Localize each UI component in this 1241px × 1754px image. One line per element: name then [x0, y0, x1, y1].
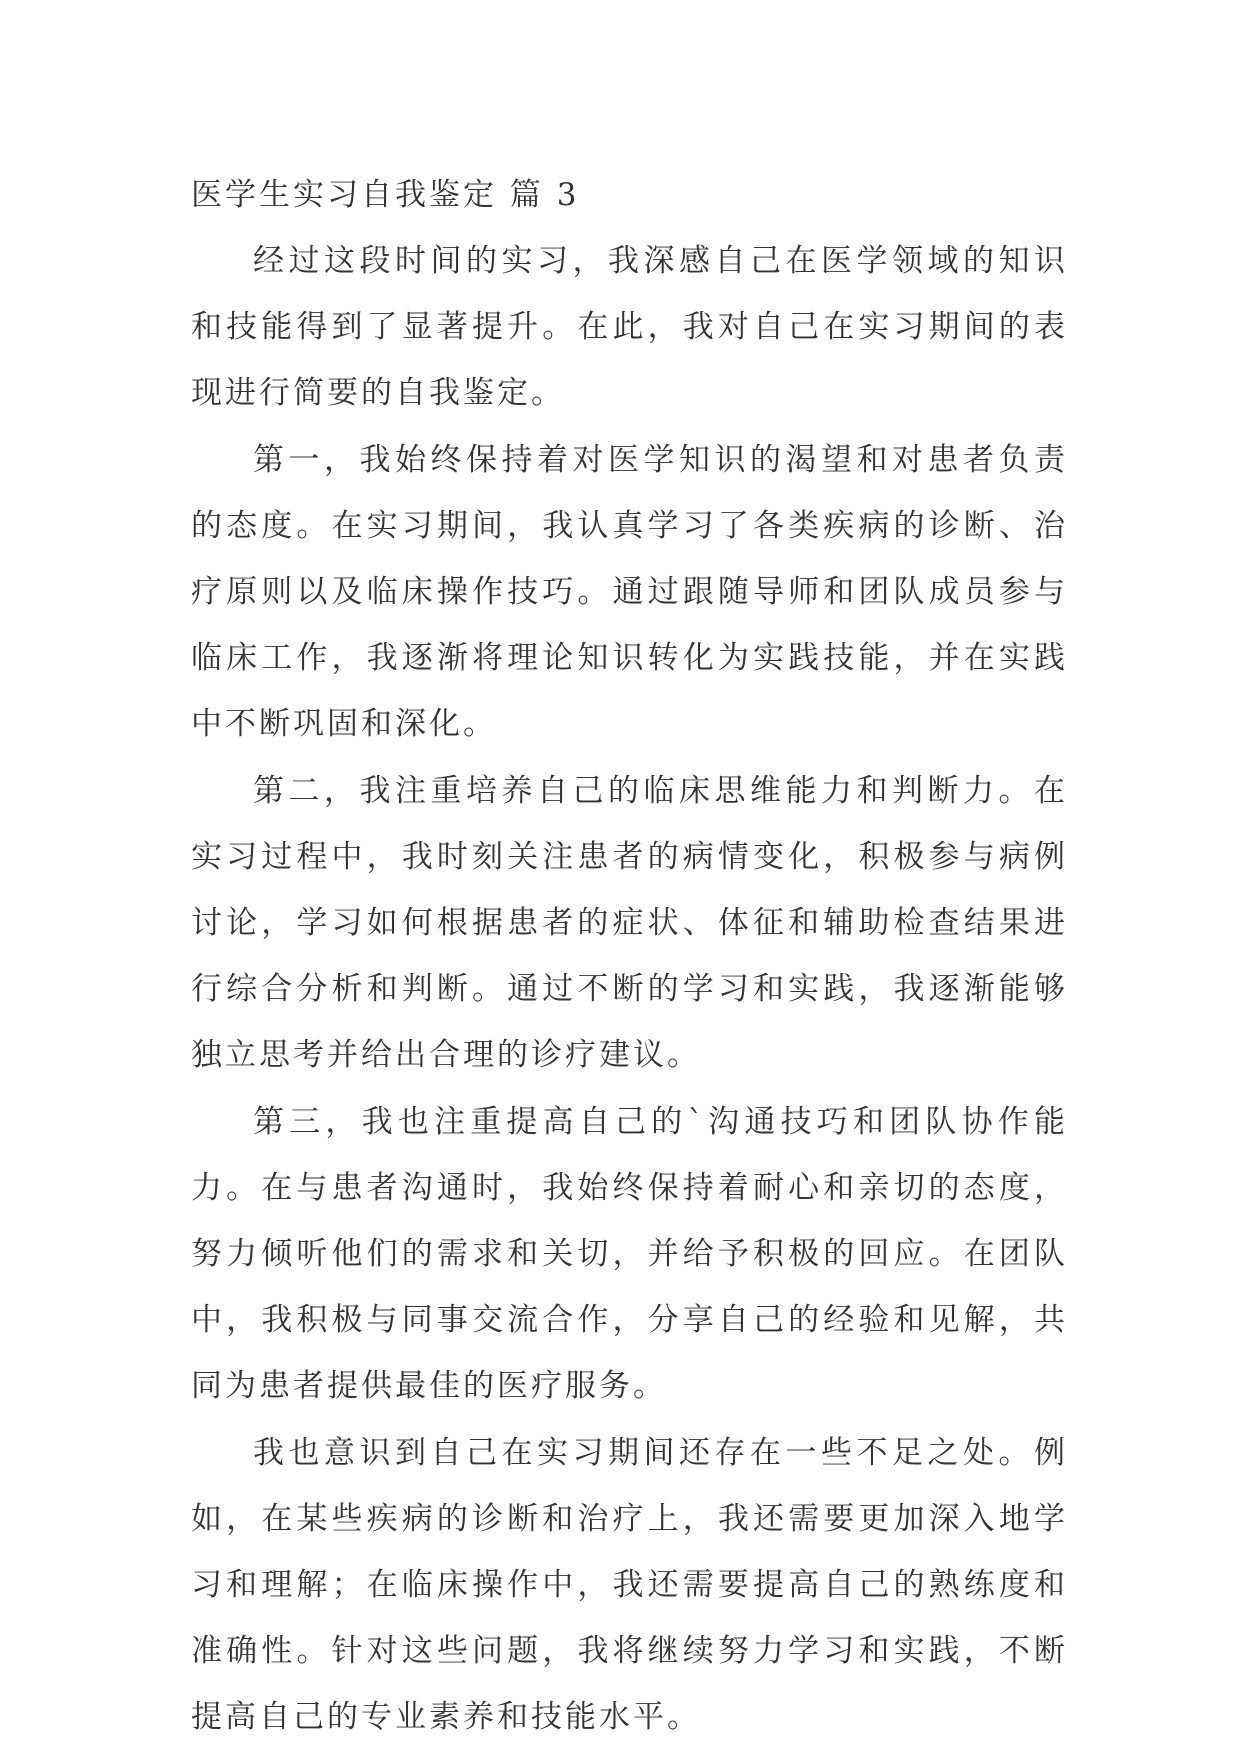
paragraph-second-point: 第二，我注重培养自己的临床思维能力和判断力。在实习过程中，我时刻关注患者的病情变化，积极参与病例讨论，学习如何根据患者的症状、体征和辅助检查结果进行综合分析和判断。通过不断的学习和实践，我逐渐能够独立思考并给出合理的诊疗建议。 [191, 772, 1068, 1074]
paragraph-first-point: 第一，我始终保持着对医学知识的渴望和对患者负责的态度。在实习期间，我认真学习了各类疾病的诊断、治疗原则以及临床操作技巧。通过跟随导师和团队成员参与临床工作，我逐渐将理论知识转化为实践技能，并在实践中不断巩固和深化。 [191, 441, 1068, 743]
document-title: 医学生实习自我鉴定 篇 3 [191, 177, 580, 213]
paragraph-shortcomings: 我也意识到自己在实习期间还存在一些不足之处。例如，在某些疾病的诊断和治疗上，我还需要更加深入地学习和理解；在临床操作中，我还需要提高自己的熟练度和准确性。针对这些问题，我将继续努力学习和实践，不断提高自己的专业素养和技能水平。 [191, 1434, 1068, 1736]
paragraph-intro: 经过这段时间的实习，我深感自己在医学领域的知识和技能得到了显著提升。在此，我对自己在实习期间的表现进行简要的自我鉴定。 [191, 243, 1068, 412]
document-body [191, 162, 1068, 1751]
paragraph-third-point: 第三，我也注重提高自己的`沟通技巧和团队协作能力。在与患者沟通时，我始终保持着耐心和亲切的态度，努力倾听他们的需求和关切，并给予积极的回应。在团队中，我积极与同事交流合作，分享自己的经验和见解，共同为患者提供最佳的医疗服务。 [191, 1103, 1068, 1405]
